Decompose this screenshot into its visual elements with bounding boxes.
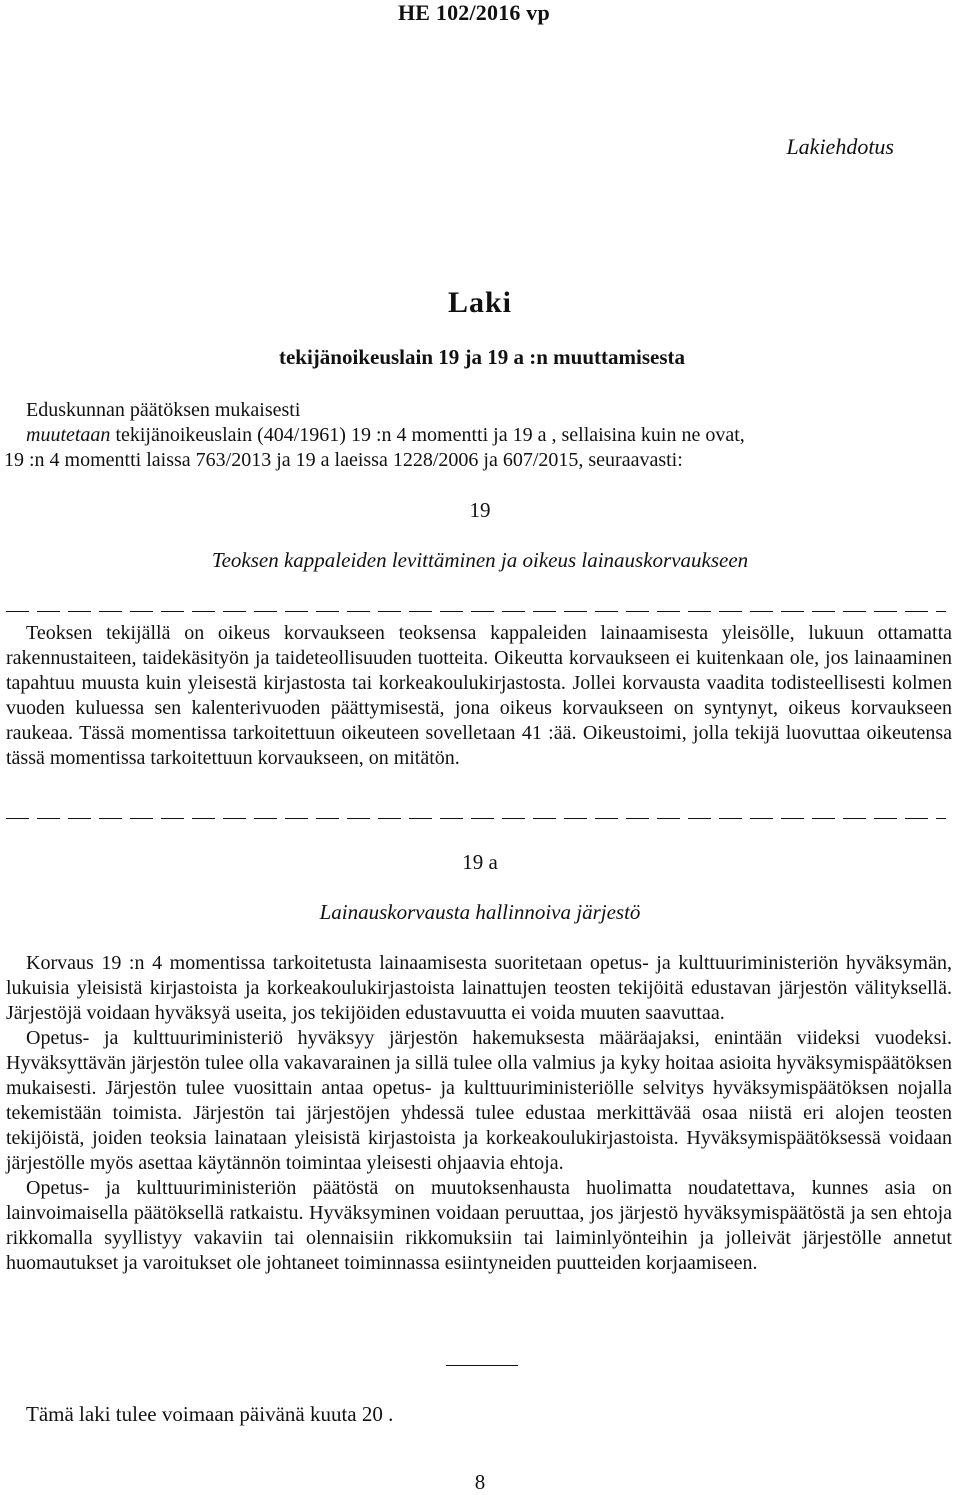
law-subtitle: tekijänoikeuslain 19 ja 19 a :n muuttamisesta	[278, 345, 686, 369]
intro-amend-keyword: muutetaan	[26, 424, 111, 446]
section-19a-paragraph-3: Opetus- ja kulttuuriministeriön päätöstä on muutoksenhausta huolimatta noudatettava, kunnes asia on lainvoimaisella päätöksellä ratkaistu. Hyväksyminen voidaan peruuttaa, jos järjestö hyväksymispäätöstä ja sen ehtoja rikkomalla syyllistyy vakaviin tai olennaisiin rikkomuksiin tai laiminlyönteihin ja jolleivät järjestölle annetut huomautukset ja varoitukset ole johtaneet toiminnassa esiintyneiden puutteiden korjaamiseen.	[6, 1177, 952, 1274]
law-title: Laki	[447, 286, 513, 319]
entry-into-force: Tämä laki tulee voimaan päivänä kuuta 20 .	[26, 1402, 394, 1426]
section-19a-paragraph-1: Korvaus 19 :n 4 momentissa tarkoitetusta lainaamisesta suoritetaan opetus- ja kulttuuriministeriön hyväksymän, lukuisia yleisistä kirjastoista ja korkeakoulukirjastoista lainattujen teosten tekijöitä edustavan järjestön välityksellä. Järjestöjä voidaan hyväksyä useita, jos tekijöiden edustavuutta ei voida muuten saavuttaa.	[6, 952, 952, 1024]
intro-line-2	[26, 423, 946, 448]
section-19-title: Teoksen kappaleiden levittäminen ja oikeus lainauskorvaukseen	[211, 548, 749, 572]
end-rule	[446, 1365, 518, 1366]
omission-dashes-bottom	[6, 818, 946, 819]
omission-dashes-top	[6, 611, 946, 612]
section-19-number: 19	[469, 498, 491, 522]
section-19-body	[6, 621, 952, 771]
section-19a-body	[6, 951, 952, 1276]
proposal-label: Lakiehdotus	[786, 134, 894, 159]
intro-amend-text: tekijänoikeuslain (404/1961) 19 :n 4 momentti ja 19 a , sellaisina kuin ne ovat,	[110, 424, 745, 446]
section-19a-number: 19 a	[462, 850, 498, 874]
section-19a-paragraph-2: Opetus- ja kulttuuriministeriö hyväksyy järjestön hakemuksesta määräajaksi, enintään viideksi vuodeksi. Hyväksyttävän järjestön tulee olla vakavarainen ja sillä tulee olla valmius ja kyky hoitaa asioita hyväksymispäätöksen mukaisesti. Järjestön tulee vuosittain antaa opetus- ja kulttuuriministeriölle selvitys hyväksymispäätöksen nojalla tekemistään toimista. Järjestön tai järjestöjen yhdessä tulee edustaa merkittävää osaa niistä eri alojen teosten tekijöistä, joiden teoksia lainataan yleisistä kirjastoista ja korkeakoulukirjastoista. Hyväksymispäätöksessä voidaan järjestölle myös asettaa käytännön toimintaa yleisesti ohjaavia ehtoja.	[6, 1027, 952, 1174]
document-header: HE 102/2016 vp	[398, 0, 550, 25]
intro-line-3: 19 :n 4 momentti laissa 763/2013 ja 19 a laeissa 1228/2006 ja 607/2015, seuraavasti:	[4, 449, 683, 471]
section-19-paragraph: Teoksen tekijällä on oikeus korvaukseen teoksensa kappaleiden lainaamisesta yleisölle, lukuun ottamatta rakennustaiteen, taidekäsityön ja taideteollisuuden tuotteita. Oikeutta korvaukseen ei kuitenkaan ole, jos lainaaminen tapahtuu muusta kuin yleisestä kirjastosta tai korkeakoulukirjastosta. Jollei korvausta vaadita todisteellisesti kolmen vuoden kuluessa sen kalenterivuoden päättymisestä, jona oikeus korvaukseen on syntynyt, oikeus korvaukseen raukeaa. Tässä momentissa tarkoitettuun oikeuteen sovelletaan 41 :ää. Oikeustoimi, jolla tekijä luovuttaa oikeutensa tässä momentissa tarkoitettuun korvaukseen, on mitätön.	[6, 622, 952, 769]
intro-line-1: Eduskunnan päätöksen mukaisesti	[26, 399, 301, 421]
section-19a-title: Lainauskorvausta hallinnoiva järjestö	[319, 900, 641, 924]
page-number: 8	[474, 1470, 486, 1494]
